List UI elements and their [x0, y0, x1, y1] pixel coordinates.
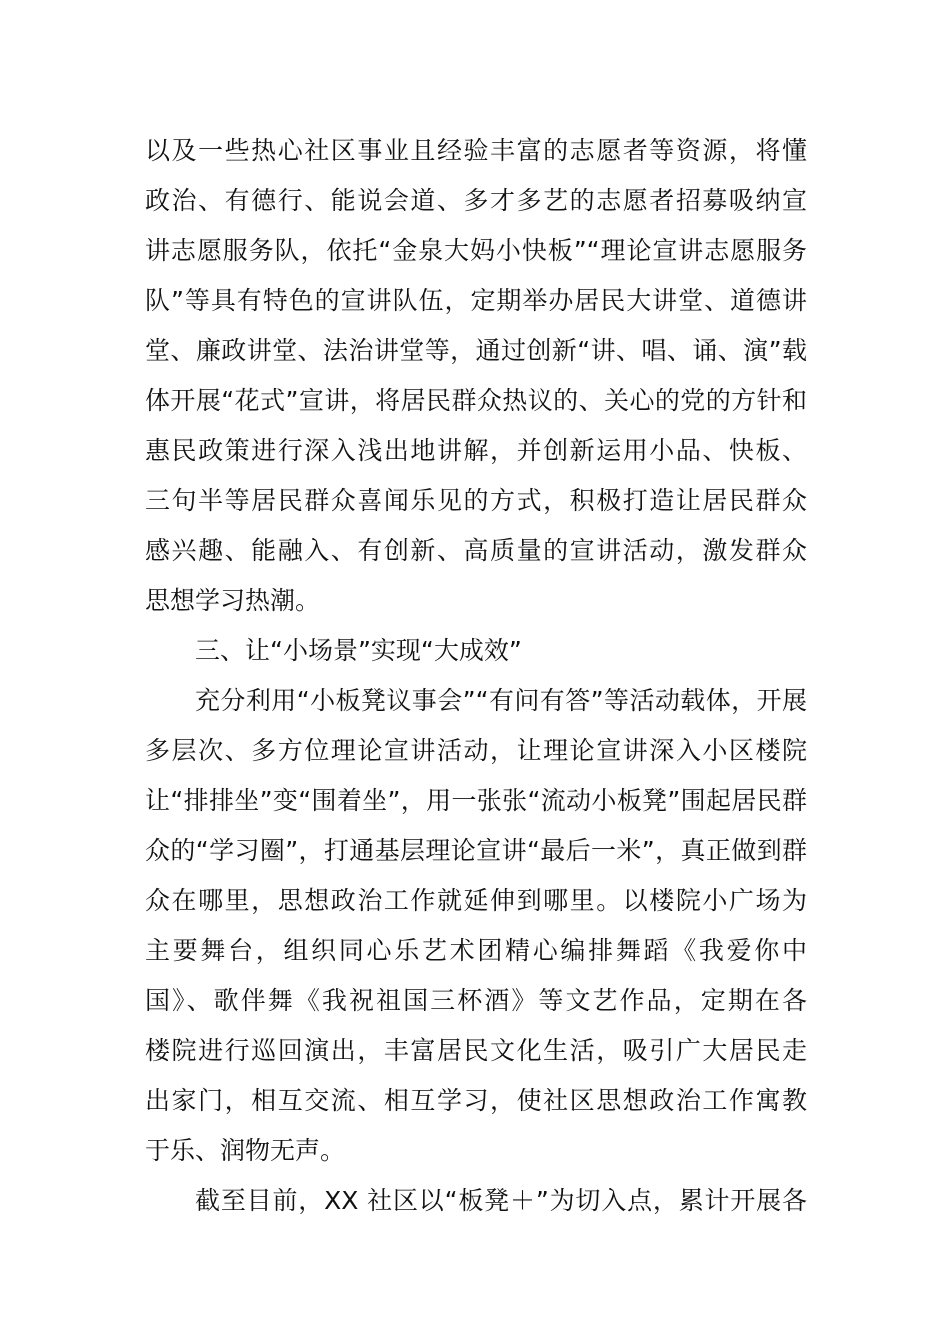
paragraph-line: 以及一些热心社区事业且经验丰富的志愿者等资源，将懂 — [145, 136, 807, 165]
paragraph-line: 感兴趣、能融入、有创新、高质量的宣讲活动，激发群众 — [145, 536, 807, 565]
paragraph-line: 出家门，相互交流、相互学习，使社区思想政治工作寓教 — [145, 1086, 807, 1115]
paragraph-line: 讲志愿服务队，依托“金泉大妈小快板”“理论宣讲志愿服务 — [145, 236, 807, 265]
paragraph-line: 多层次、多方位理论宣讲活动，让理论宣讲深入小区楼院 — [145, 736, 807, 765]
paragraph-line: 让“排排坐”变“围着坐”，用一张张“流动小板凳”围起居民群 — [145, 786, 807, 815]
section-heading: 三、让“小场景”实现“大成效” — [195, 636, 522, 665]
paragraph-1 — [145, 126, 807, 626]
paragraph-line: 楼院进行巡回演出，丰富居民文化生活，吸引广大居民走 — [145, 1036, 807, 1065]
paragraph-3 — [145, 1176, 807, 1226]
paragraph-line: 众在哪里，思想政治工作就延伸到哪里。以楼院小广场为 — [145, 886, 807, 915]
paragraph-line: 政治、有德行、能说会道、多才多艺的志愿者招募吸纳宣 — [145, 186, 807, 215]
paragraph-line: 众的“学习圈”，打通基层理论宣讲“最后一米”，真正做到群 — [145, 836, 807, 865]
paragraph-line: 国》、歌伴舞《我祝祖国三杯酒》等文艺作品，定期在各 — [145, 986, 807, 1015]
paragraph-line: 截至目前，XX 社区以“板凳＋”为切入点，累计开展各 — [195, 1186, 807, 1215]
paragraph-line: 三句半等居民群众喜闻乐见的方式，积极打造让居民群众 — [145, 486, 807, 515]
paragraph-line: 思想学习热潮。 — [145, 586, 321, 615]
paragraph-line: 于乐、润物无声。 — [145, 1136, 346, 1165]
paragraph-line: 充分利用“小板凳议事会”“有问有答”等活动载体，开展 — [195, 686, 807, 715]
paragraph-2 — [145, 676, 807, 1176]
paragraph-line: 体开展“花式”宣讲，将居民群众热议的、关心的党的方针和 — [145, 386, 807, 415]
paragraph-line: 堂、廉政讲堂、法治讲堂等，通过创新“讲、唱、诵、演”载 — [145, 336, 807, 365]
paragraph-line: 主要舞台，组织同心乐艺术团精心编排舞蹈《我爱你中 — [145, 936, 807, 965]
paragraph-line: 队”等具有特色的宣讲队伍，定期举办居民大讲堂、道德讲 — [145, 286, 807, 315]
document-body — [145, 126, 807, 1226]
paragraph-line: 惠民政策进行深入浅出地讲解，并创新运用小品、快板、 — [145, 436, 807, 465]
